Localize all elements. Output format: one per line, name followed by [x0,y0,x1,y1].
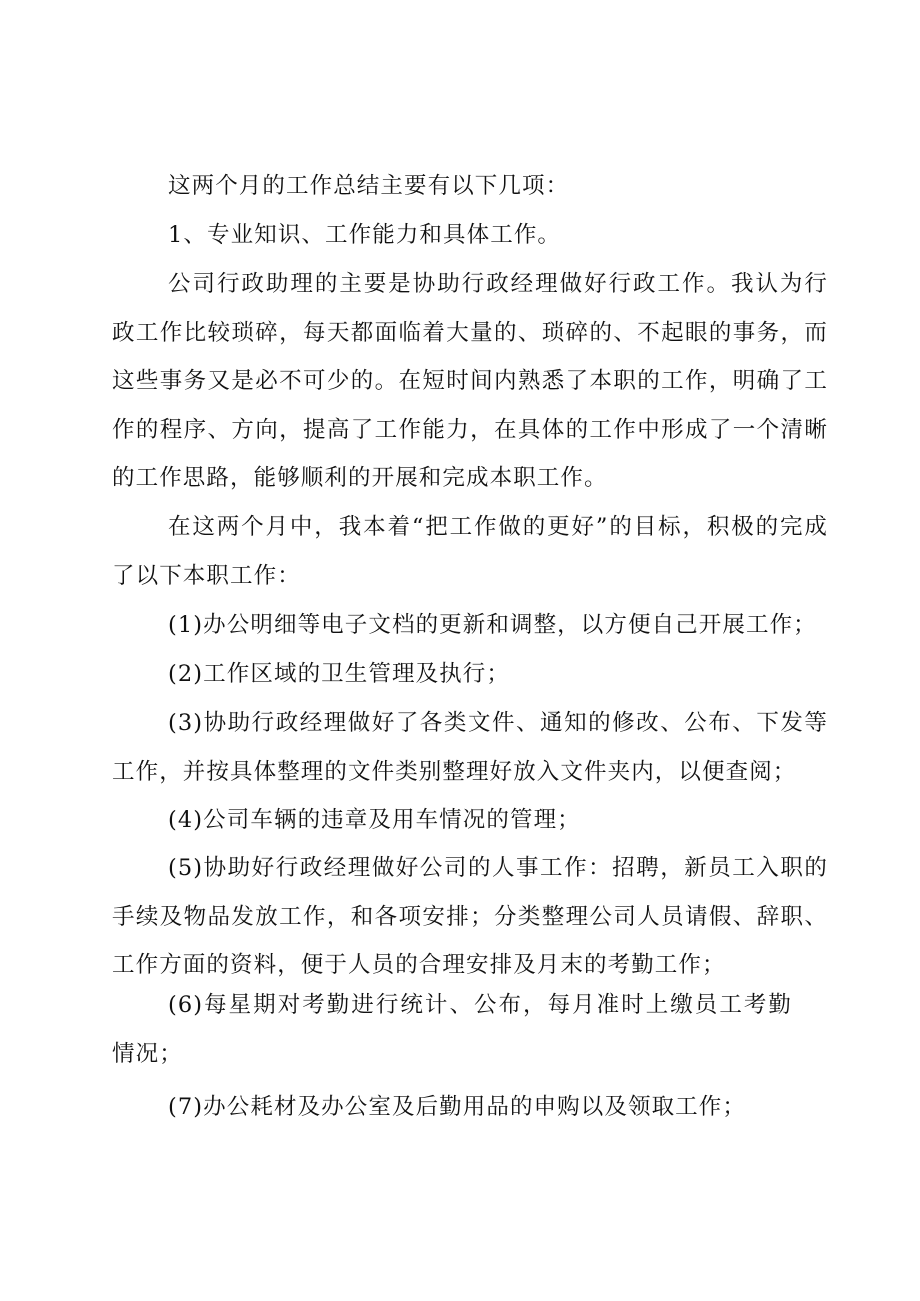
list-item-7: (7)办公耗材及办公室及后勤用品的申购以及领取工作； [168,1094,746,1120]
two-months-paragraph: 在这两个月中，我本着“把工作做的更好”的目标，积极的完成了以下本职工作： [112,514,828,589]
list-item-5: (5)协助好行政经理做好公司的人事工作：招聘，新员工入职的手续及物品发放工作，和各项安排；分类整理公司人员请假、辞职、工作方面的资料，便于人员的合理安排及月末的考勤工作； [112,855,828,978]
list-item-4: (4)公司车辆的违章及用车情况的管理； [168,807,581,833]
list-item-2: (2)工作区域的卫生管理及执行； [168,661,510,687]
summary-intro: 这两个月的工作总结主要有以下几项： [168,173,570,199]
list-item-3: (3)协助行政经理做好了各类文件、通知的修改、公布、下发等工作，并按具体整理的文件类别整理好放入文件夹内，以便查阅； [112,710,828,785]
list-item-1: (1)办公明细等电子文档的更新和调整，以方便自己开展工作； [168,612,817,638]
admin-assistant-paragraph: 公司行政助理的主要是协助行政经理做好行政工作。我认为行政工作比较琐碎，每天都面临着大量的、琐碎的、不起眼的事务，而这些事务又是必不可少的。在短时间内熟悉了本职的工作，明确了工作的程序、方向，提高了工作能力，在具体的工作中形成了一个清晰的工作思路，能够顺利的开展和完成本职工作。 [112,271,828,491]
list-item-6: (6)每星期对考勤进行统计、公布，每月准时上缴员工考勤情况； [112,992,792,1067]
section-heading-1: 1、专业知识、工作能力和具体工作。 [168,222,562,248]
